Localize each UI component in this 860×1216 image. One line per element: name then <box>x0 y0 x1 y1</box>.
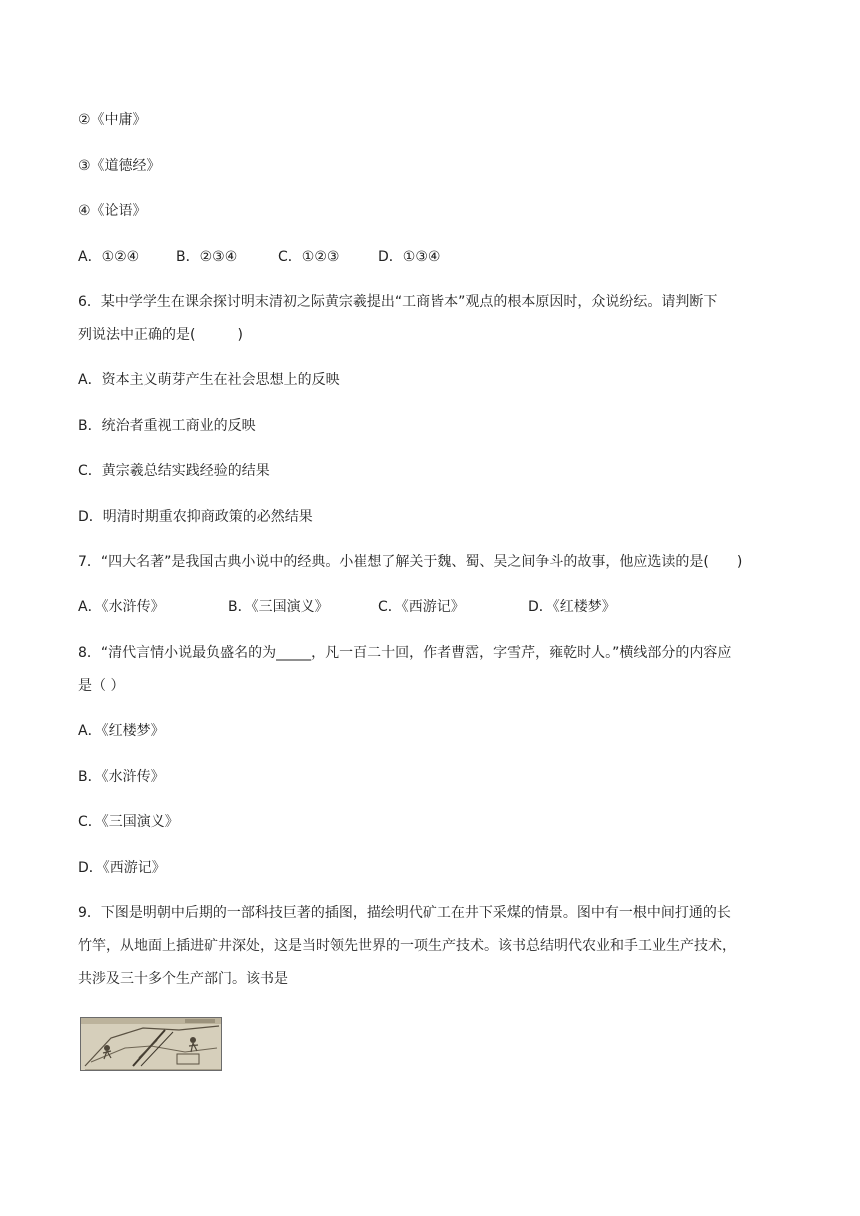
q5-item-3: ③《道德经》 <box>78 158 161 174</box>
q5-option-c[interactable]: C．①②③ <box>278 249 340 265</box>
q6-option-c[interactable]: C．黄宗羲总结实践经验的结果 <box>78 463 270 479</box>
q6-stem-line1: 6．某中学学生在课余探讨明末清初之际黄宗羲提出“工商皆本”观点的根本原因时，众说纷纭。请判断下 <box>78 294 718 310</box>
q8-option-a[interactable]: A．《红楼梦》 <box>78 723 165 739</box>
q5-option-a[interactable]: A．①②④ <box>78 249 140 265</box>
q6-option-b[interactable]: B．统治者重视工商业的反映 <box>78 418 256 434</box>
q7-option-a[interactable]: A．《水浒传》 <box>78 599 165 615</box>
q9-stem-line1: 9．下图是明朝中后期的一部科技巨著的插图，描绘明代矿工在井下采煤的情景。图中有一根中间打通的长 <box>78 905 731 921</box>
q7-options <box>78 597 616 617</box>
q8-stem-line1: 8．“清代言情小说最负盛名的为_____，凡一百二十回，作者曹霑，字雪芹，雍乾时人。”横线部分的内容应 <box>78 645 732 661</box>
q5-option-b[interactable]: B．②③④ <box>176 249 238 265</box>
q8-option-d[interactable]: D．《西游记》 <box>78 860 166 876</box>
q7-stem: 7．“四大名著”是我国古典小说中的经典。小崔想了解关于魏、蜀、吴之间争斗的故事，他应选读的是( ) <box>78 554 743 570</box>
q7-option-b[interactable]: B．《三国演义》 <box>228 599 329 615</box>
coal-mining-illustration <box>80 1017 222 1071</box>
q5-item-2: ②《中庸》 <box>78 112 147 128</box>
q6-option-d[interactable]: D．明清时期重农抑商政策的必然结果 <box>78 509 313 525</box>
q5-options <box>78 247 440 267</box>
q9-stem-line3: 共涉及三十多个生产部门。该书是 <box>78 971 288 987</box>
q5-item-4: ④《论语》 <box>78 203 147 219</box>
q9-stem-line2: 竹竿，从地面上插进矿井深处，这是当时领先世界的一项生产技术。该书总结明代农业和手工业生产技术， <box>78 938 736 954</box>
q5-option-d[interactable]: D．①③④ <box>378 249 441 265</box>
q6-option-a[interactable]: A．资本主义萌芽产生在社会思想上的反映 <box>78 372 340 388</box>
q7-option-d[interactable]: D．《红楼梦》 <box>528 599 616 615</box>
q8-option-b[interactable]: B．《水浒传》 <box>78 769 165 785</box>
q6-stem-line2: 列说法中正确的是( ) <box>78 327 243 343</box>
q8-option-c[interactable]: C．《三国演义》 <box>78 814 179 830</box>
q8-stem-line2: 是（ ） <box>78 678 125 694</box>
q7-option-c[interactable]: C．《西游记》 <box>378 599 465 615</box>
